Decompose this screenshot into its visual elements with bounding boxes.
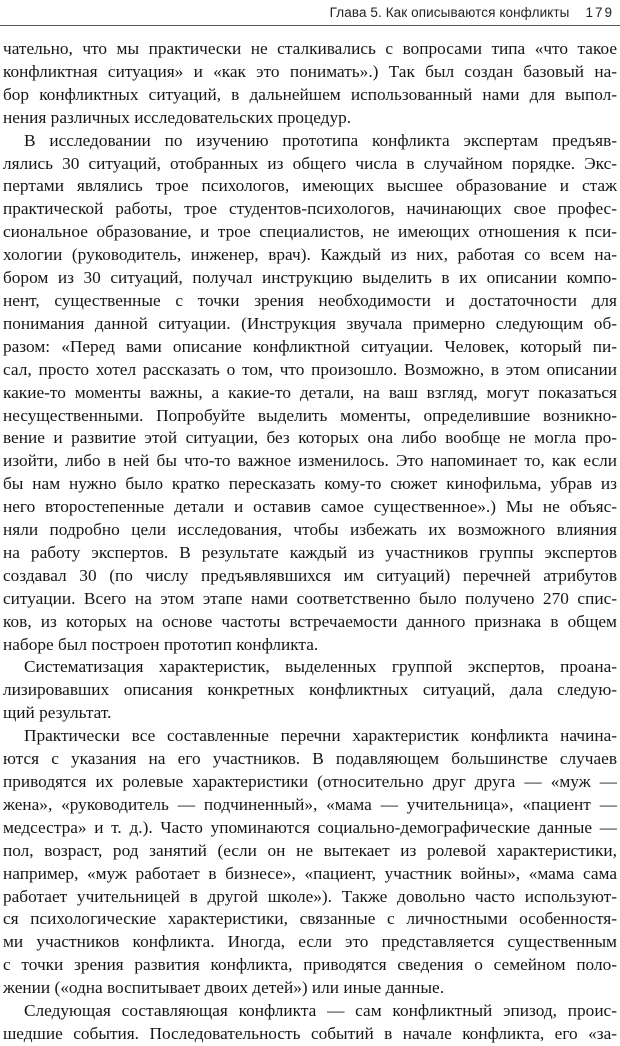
text-line: хологии (руководитель, инженер, врач). Каждый из них, работая со всем на- (3, 245, 617, 265)
text-line: нент, существенные с точки зрения необходимости и достаточности для (3, 290, 617, 310)
text-line: ков, из которых на основе частоты встречаемости данного признака в общем (3, 611, 617, 631)
text-line: на работу экспертов. В результате каждый из участников группы экспертов (3, 542, 617, 562)
text-line: ми участников конфликта. Иногда, если это представляется существенным (3, 932, 617, 952)
text-line: ются с указания на его участников. В подавляющем большинстве случаев (3, 749, 617, 769)
text-line: него второстепенные детали и оставив самое существенное».) Мы не объяс- (3, 497, 617, 517)
text-line: няли подробно цели исследования, чтобы избежать их возможного влияния (3, 520, 617, 540)
body-text (3, 38, 617, 1046)
text-line: Практически все составленные перечни характеристик конфликта начина- (24, 726, 617, 746)
text-line: какие-то моменты важны, а какие-то детали, на ваш взгляд, могут показаться (3, 382, 617, 402)
text-line: Следующая составляющая конфликта — сам конфликтный эпизод, проис- (24, 1001, 617, 1021)
text-line: нения различных исследовательских процедур. (3, 107, 352, 127)
text-line: приводятся их ролевые характеристики (относительно друг друга — «муж — (3, 772, 617, 791)
text-line: пол, возраст, род занятий (если он не вытекает из ролевой характеристики, (3, 840, 617, 860)
paragraph (3, 38, 617, 130)
text-line: понимания данной ситуации. (Инструкция звучала примерно следующим об- (3, 313, 617, 333)
text-line: пертами являлись трое психологов, имеющих высшее образование и стаж (3, 176, 617, 196)
text-line: работает учительницей в другой школе»). Также довольно часто используют- (3, 886, 617, 906)
text-line: сиональное образование, и трое специалистов, не имеющих отношения к пси- (3, 222, 617, 242)
paragraph (3, 1000, 617, 1046)
paragraph (3, 130, 617, 657)
text-line: чательно, что мы практически не сталкивались с вопросами типа «что такое (3, 39, 617, 58)
chapter-title: Глава 5. Как описываются конфликты (329, 5, 570, 20)
text-line: лизировавших описания конкретных конфликтных ситуаций, дала следую- (3, 680, 617, 700)
text-line: В исследовании по изучению прототипа конфликта экспертам предъяв- (24, 130, 617, 150)
text-line: сал, просто хотел рассказать о том, что произошло. Возможно, в этом описании (3, 359, 617, 379)
text-line: несущественными. Попробуйте выделить моменты, определившие возникно- (3, 405, 617, 425)
text-line: бор конфликтных ситуаций, в дальнейшем использованный нами для выпол- (3, 84, 617, 104)
running-head (330, 5, 614, 20)
text-line: ся психологические характеристики, связанные с личностными особенностя- (3, 909, 617, 929)
text-line: бы нам нужно было кратко пересказать кому-то сюжет кинофильма, убрав из (3, 474, 617, 494)
text-line: медсестра» и т. д.). Часто упоминаются социально-демографические данные — (3, 817, 617, 837)
text-line: жена», «руководитель — подчиненный», «мама — учительница», «пациент — (3, 794, 617, 814)
text-line: с точки зрения развития конфликта, приводятся сведения о семейном поло- (3, 955, 617, 975)
text-line: конфликтная ситуация» и «как это понимать».) Так был создан базовый на- (3, 61, 617, 81)
text-line: лялись 30 ситуаций, отобранных из общего числа в случайном порядке. Экс- (3, 153, 617, 173)
text-line: создавал 30 (по числу предъявлявшихся им ситуаций) перечней атрибутов (3, 565, 617, 585)
text-line: изойти, либо в ней бы что-то важное изменилось. Это напоминает то, как если (3, 451, 617, 471)
text-line: бором из 30 ситуаций, получал инструкцию выделить в их описании компо- (3, 268, 617, 288)
header-rule (0, 25, 620, 26)
text-line: разом: «Перед вами описание конфликтной ситуации. Человек, который пи- (3, 336, 617, 356)
text-line: щий результат. (3, 703, 112, 723)
text-line: шедшие события. Последовательность событий в начале конфликта, его «за- (3, 1023, 617, 1043)
text-line: вение и развитие этой ситуации, без которых она либо вообще не могла про- (3, 428, 617, 448)
text-line: практической работы, трое студентов-психологов, начинающих свое профес- (3, 199, 617, 219)
paragraph (3, 725, 617, 1000)
text-line: ситуации. Всего на этом этапе нами соответственно было получено 270 спис- (3, 588, 617, 608)
paragraph (3, 656, 617, 725)
text-line: жении («одна воспитывает двоих детей») или иные данные. (3, 978, 445, 998)
text-line: наборе был построен прототип конфликта. (3, 634, 319, 654)
text-line: например, «муж работает в бизнесе», «пациент, участник войны», «мама сама (3, 863, 617, 883)
text-line: Систематизация характеристик, выделенных группой экспертов, проана- (24, 657, 617, 677)
page-number: 179 (585, 5, 614, 20)
